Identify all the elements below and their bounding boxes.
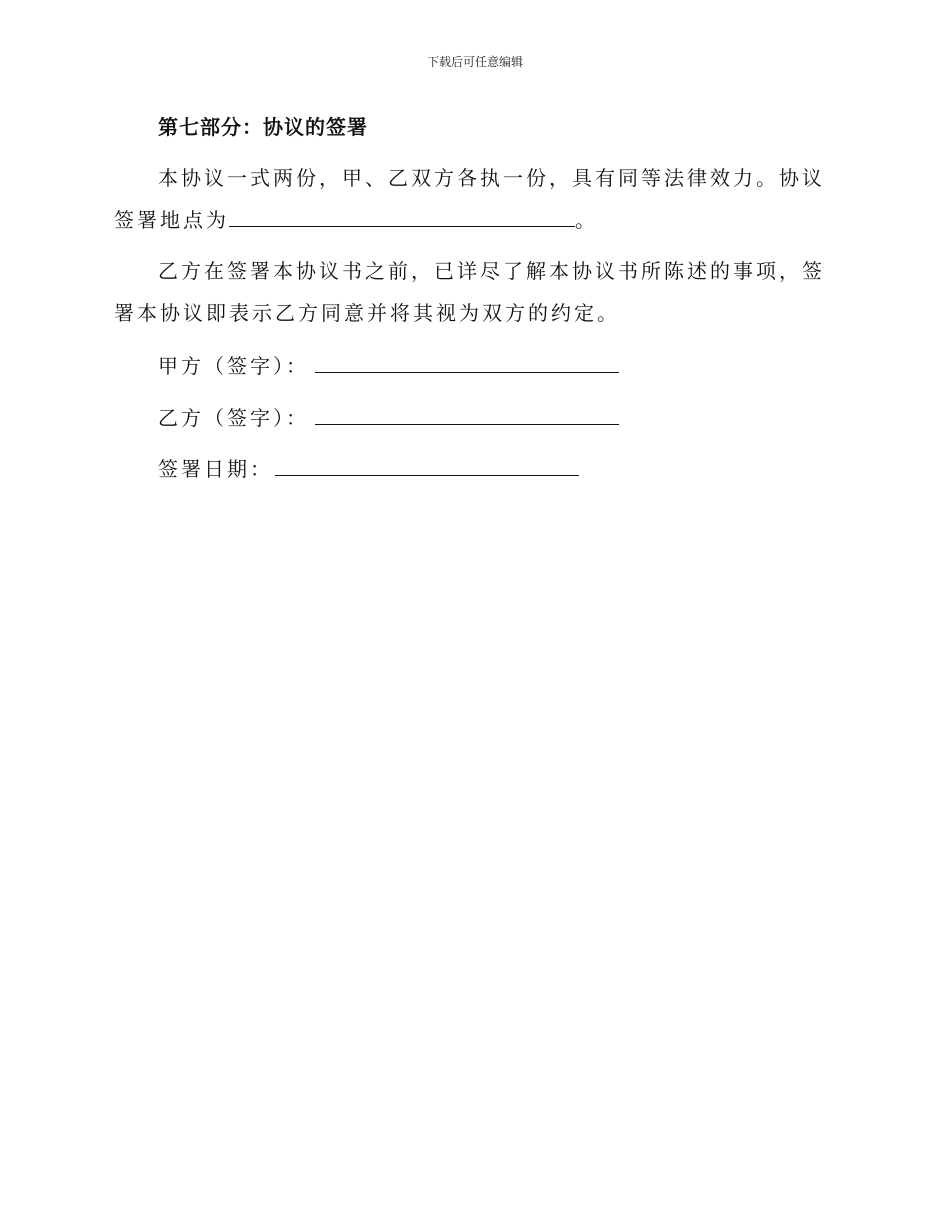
party-b-signature-row (158, 404, 619, 432)
signing-date-row (158, 455, 579, 483)
party-a-signature-blank (315, 352, 619, 373)
paragraph-copies-end: 。 (575, 208, 598, 232)
page-header: 下载后可任意编辑 (426, 55, 523, 69)
paragraph-copies-text: 本协议一式两份，甲、乙双方各执一份，具有同等法律效力。协议签署地点为 (114, 166, 825, 232)
section-heading: 第七部分：协议的签署 (158, 115, 368, 139)
paragraph-acknowledgement: 乙方在签署本协议书之前，已详尽了解本协议书所陈述的事项，签署本协议即表示乙方同意并将其视为双方的约定。 (114, 259, 825, 325)
party-b-signature-blank (315, 404, 619, 425)
party-b-signature-label: 乙方（签字）： (158, 406, 309, 430)
party-a-signature-row (158, 352, 619, 380)
signing-place-blank (229, 206, 575, 227)
party-a-signature-label: 甲方（签字）： (158, 354, 309, 378)
signing-date-label: 签署日期： (158, 457, 273, 481)
signing-date-blank (275, 455, 579, 476)
paragraph-copies (114, 157, 830, 241)
